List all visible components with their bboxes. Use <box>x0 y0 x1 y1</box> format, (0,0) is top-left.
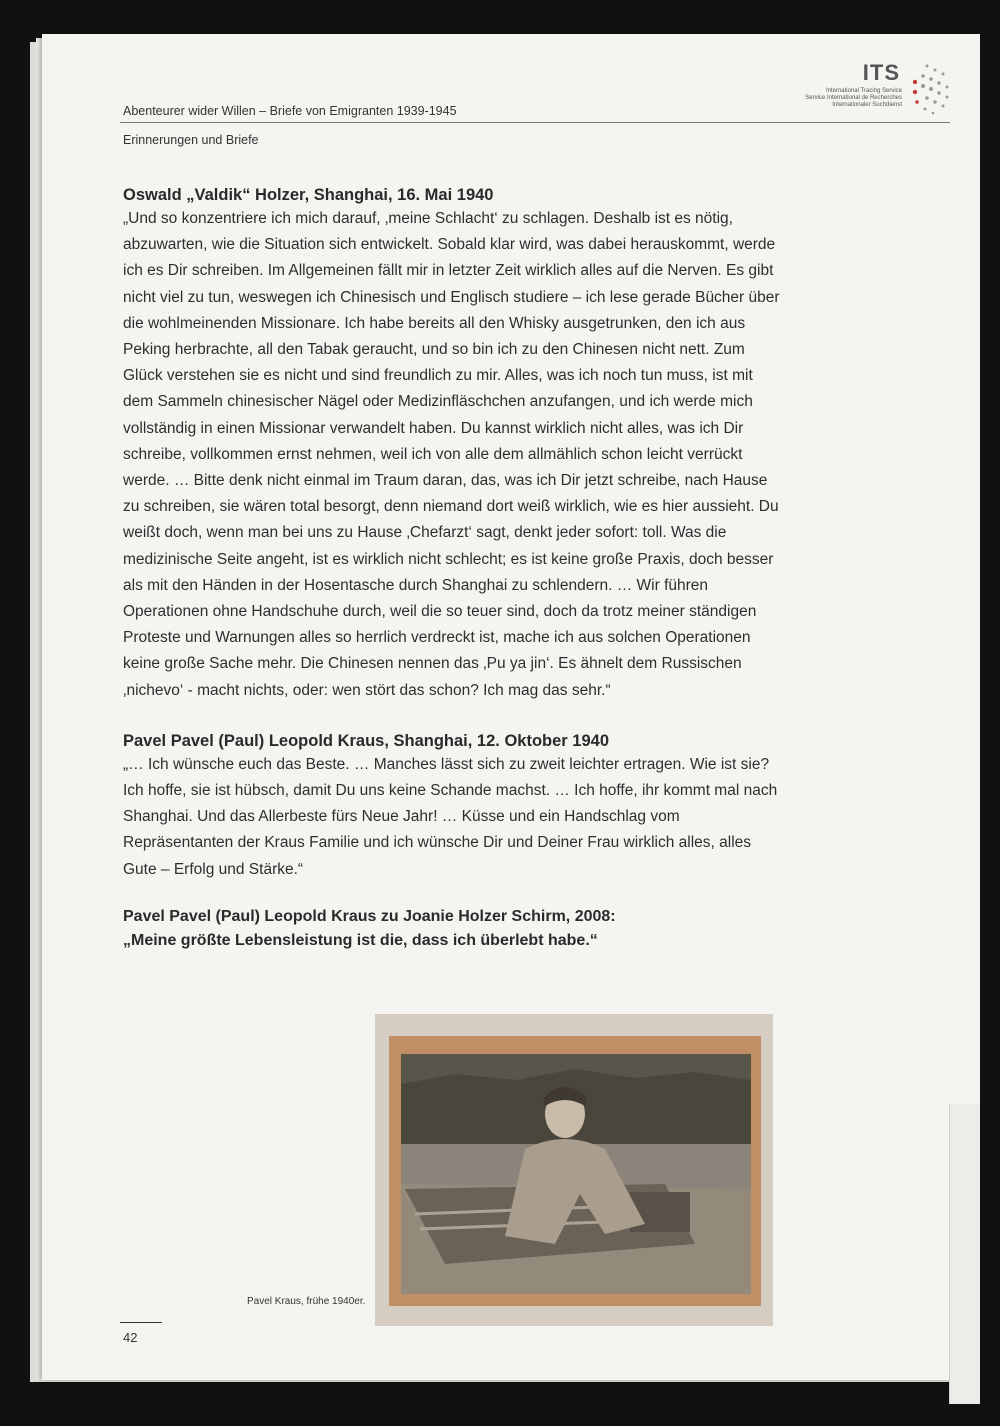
its-logo <box>777 52 962 122</box>
running-header-title: Abenteurer wider Willen – Briefe von Emigranten 1939-1945 <box>123 104 457 118</box>
its-logo-line-3: Internationaler Suchdienst <box>832 102 902 108</box>
its-logo-line-2: Service International de Recherches <box>805 95 902 101</box>
section-text-kraus: „… Ich wünsche euch das Beste. … Manches lässt sich zu zweit leichter ertragen. Wie ist sie? Ich hoffe, sie ist hübsch, damit Du uns keine Schande machst. … Ich hoffe, ihr kommt mal nach Shanghai. Und das Allerbeste fürs Neue Jahr! … Küsse und ein Handschlag vom Repräsentanten der Kraus Familie und ich wünsche Dir und Deiner Frau wirklich alles, alles Gute – Erfolg und Stärke.“ <box>123 755 778 878</box>
photo-pavel-kraus <box>375 1014 773 1326</box>
section-heading-holzer: Oswald „Valdik“ Holzer, Shanghai, 16. Mai 1940 <box>123 186 494 204</box>
running-header-subtitle: Erinnerungen und Briefe <box>123 133 259 147</box>
section-heading-kraus: Pavel Pavel (Paul) Leopold Kraus, Shanghai, 12. Oktober 1940 <box>123 731 610 750</box>
page-number: 42 <box>123 1330 138 1345</box>
adjacent-page-edge <box>949 1104 980 1404</box>
its-logo-text: ITS <box>862 60 900 85</box>
quote-heading: Pavel Pavel (Paul) Leopold Kraus zu Joanie Holzer Schirm, 2008: <box>123 907 616 925</box>
quote-block <box>123 905 783 953</box>
its-logo-line-1: International Tracing Service <box>825 88 902 94</box>
article-body <box>123 184 783 953</box>
its-red-dots <box>913 80 919 104</box>
photo-image <box>375 1014 773 1326</box>
section-text-holzer: „Und so konzentriere ich mich darauf, ‚meine Schlacht‘ zu schlagen. Deshalb ist es nötig, abzuwarten, wie die Situation sich entwickelt. Sobald klar wird, was dabei herauskommt, werde ich es Dir schreiben. Im Allgemeinen fällt mir in letzter Zeit wirklich alles auf die Nerven. Es gibt nicht viel zu tun, weswegen ich Chinesisch und Englisch studiere – ich lese gerade Bücher über die wohlmeinenden Missionare. Ich habe bereits all den Whisky ausgetrunken, den ich aus Peking herbrachte, all den Tabak geraucht, und so bin ich zu den Chinesen nicht nett. Zum Glück verstehen sie es nicht und sind freundlich zu mir. Alles, was ich noch tun muss, ist mit dem Sammeln chinesischer Nägel oder Medizinfläschchen anzufangen, und ich werde mich vollständig in einen Missionar verwandelt haben. Du kannst wirklich nicht alles, was ich Dir schreibe, vollkommen ernst nehmen, weil ich von alle dem allmählich schon leicht verrückt werde. … Bitte denk nicht einmal im Traum daran, das, was ich Dir jetzt schreibe, nach Hause zu schreiben, sie wären total besorgt, denn niemand dort weiß wirklich, wie es hier aussieht. Du weißt doch, wenn man bei uns zu Hause ‚Chefarzt‘ sagt, denkt jeder sofort: toll. Was die medizinische Seite angeht, ist es wirklich nicht schlecht; es ist keine große Praxis, doch besser als mit den Händen in der Hosentasche durch Shanghai zu schlendern. … Wir führen Operationen ohne Handschuhe durch, weil die so teuer sind, doch da trotz meiner ständigen Proteste und Warnungen alles so herrlich verdreckt ist, mache ich aus solchen Operationen keine große Sache mehr. Die Chinesen nennen das ‚Pu ya jin‘. Es ähnelt dem Russischen ‚nichevo‘ - macht nichts, oder: wen stört das schon? Ich mag das sehr.“ <box>123 210 780 699</box>
book-page <box>42 34 980 1380</box>
quote-text: „Meine größte Lebensleistung ist die, dass ich überlebt habe.“ <box>123 931 598 949</box>
header-divider <box>120 122 950 123</box>
footer-rule <box>120 1322 162 1323</box>
photo-caption: Pavel Kraus, frühe 1940er. <box>247 1296 366 1307</box>
